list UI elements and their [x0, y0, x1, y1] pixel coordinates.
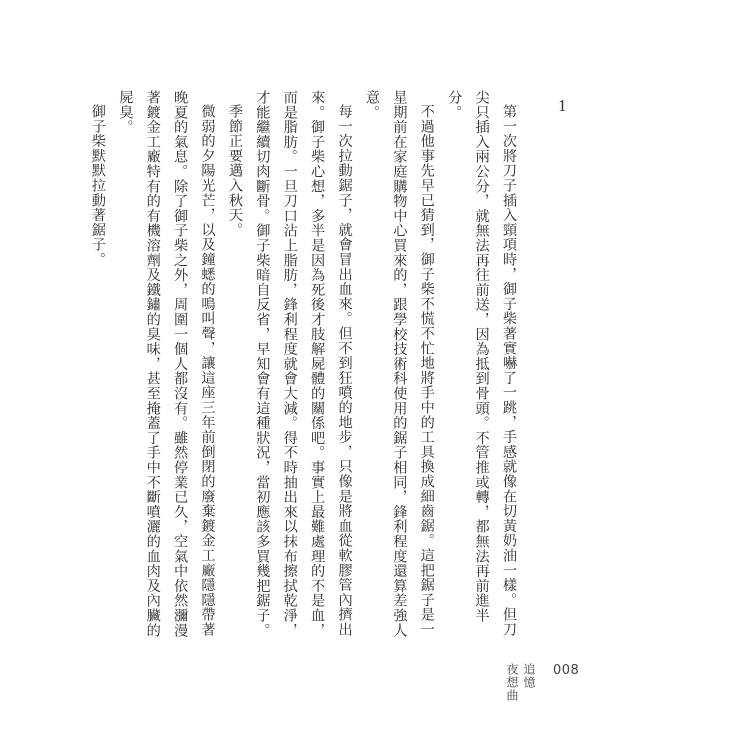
running-title-line-1: 追憶: [522, 663, 536, 689]
page-number: 008: [553, 663, 580, 678]
running-title: [503, 663, 537, 702]
paragraph: 御子柴默默拉動著鋸子。: [89, 104, 106, 267]
paragraph: 每一次拉動鋸子，就會冒出血來。但不到狂噴的地步，只像是將血從軟膠管內擠出來。御子柴心想，多半是因為死後才肢解屍體的關係吧。事實上最難處理的不是血，而是脂肪。一旦刀口沾上脂肪，鋒利程度就會大減。得不時抽出來以抹布擦拭乾淨，才能繼續切肉斷骨。御子柴暗自反省，早知會有這種狀況，當初應該多買幾把鋸子。: [254, 90, 353, 638]
paragraph: 季節正要邁入秋天。: [226, 104, 243, 238]
paragraph: 微弱的夕陽光芒，以及鐘蟋的鳴叫聲，讓這座三年前倒閉的廢棄鍍金工廠隱隱帶著晚夏的氣息。除了御子柴之外，周圍一個人都沒有。雖然停業已久，空氣中依然瀰漫著鍍金工廠特有的有機溶劑及鐵鏽的臭味，甚至掩蓋了手中不斷噴灑的血肉及內臟的屍臭。: [117, 90, 216, 638]
chapter-body: [84, 90, 523, 650]
paragraph: 不過他事先早已猜到，御子柴不慌不忙地將手中的工具換成細齒鋸。這把鋸子是一星期前在家庭購物中心買來的，跟學校技術科使用的鋸子相同，鋒利程度還算差強人意。: [363, 90, 435, 638]
chapter-number: 1: [558, 96, 567, 115]
paragraph: 第一次將刀子插入頸項時，御子柴著實嚇了一跳，手感就像在切黃奶油一樣。但刀尖只插入兩公分，就無法再往前送，因為抵到骨頭。不管推或轉，都無法再前進半分。: [446, 90, 517, 637]
running-title-line-2: 夜想曲: [505, 663, 519, 702]
